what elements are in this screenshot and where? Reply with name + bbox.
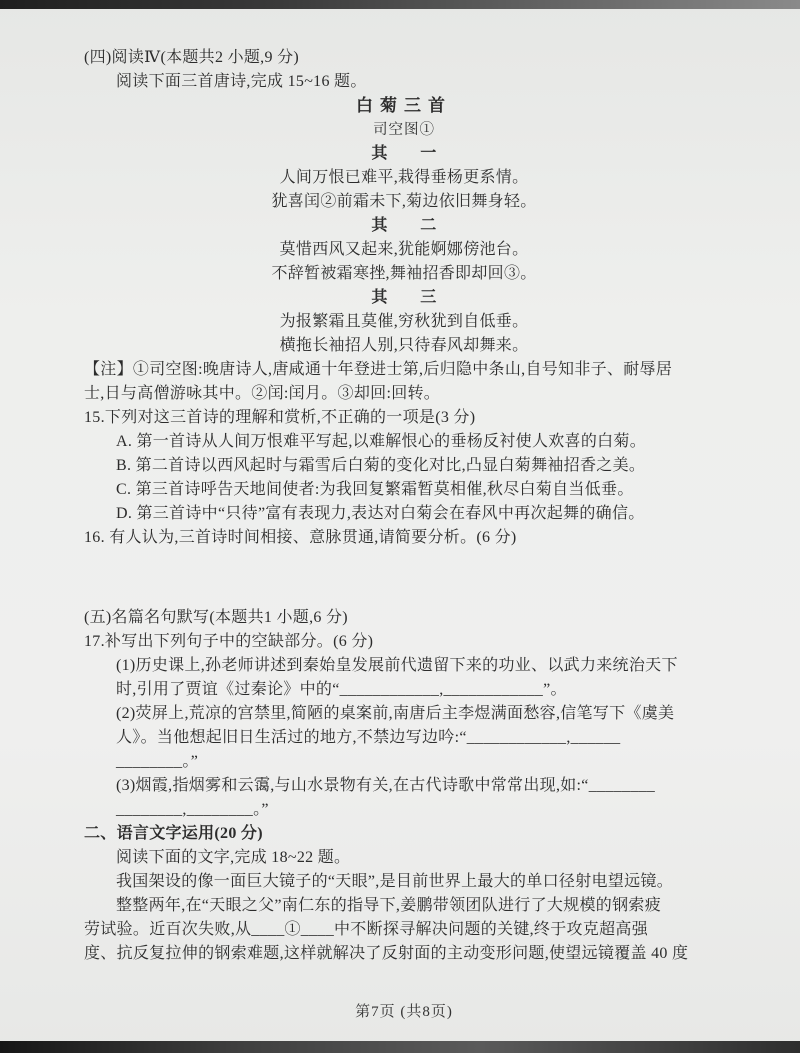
section4-intro: 阅读下面三首唐诗,完成 15~16 题。 [116,73,367,90]
question-16-stem: 16. 有人认为,三首诗时间相接、意脉贯通,请简要分析。(6 分) [84,529,517,546]
question-17-item-2-line: (2)荧屏上,荒凉的宫禁里,简陋的桌案前,南唐后主李煜满面愁容,信笔写下《虞美 [116,705,675,722]
question-15-option-c: C. 第三首诗呼告天地间使者:为我回复繁霜暂莫相催,秋尽白菊自当低垂。 [116,481,634,498]
passage-paragraph-2-line: 劳试验。近百次失败,从____①____中不断探寻解决问题的关键,终于攻克超高强 [84,921,649,938]
poem-line: 不辞暂被霜寒挫,舞袖招香即却回③。 [271,265,537,282]
page-number: 第7页 (共8页) [355,1004,453,1020]
question-17-item-2-line: ________。” [116,753,199,770]
section4-heading: (四)阅读Ⅳ(本题共2 小题,9 分) [84,49,299,66]
question-15-option-b: B. 第二首诗以西风起时与霜雪后白菊的变化对比,凸显白菊舞袖招香之美。 [116,457,646,474]
poem-title: 白菊三首 [356,96,452,115]
section-two-intro: 阅读下面的文字,完成 18~22 题。 [116,849,351,866]
stanza-3-label: 其 三 [371,289,437,306]
question-15-option-d: D. 第三首诗中“只待”富有表现力,表达对白菊会在春风中再次起舞的确信。 [116,505,645,522]
poem-line: 人间万恨已难平,栽得垂杨更系情。 [279,169,529,186]
section5-heading: (五)名篇名句默写(本题共1 小题,6 分) [84,609,348,626]
stanza-2-label: 其 二 [371,217,437,234]
poem-line: 为报繁霜且莫催,穷秋犹到自低垂。 [279,313,529,330]
poem-line: 犹喜闰②前霜未下,菊边依旧舞身轻。 [271,193,537,210]
poem-line: 莫惜西风又起来,犹能婀娜傍池台。 [279,241,529,258]
question-17-item-1-line: 时,引用了贾谊《过秦论》中的“____________,____________”。 [116,681,567,698]
poem-note-line: 士,日与高僧游咏其中。②闰:闰月。③却回:回转。 [84,385,441,402]
passage-paragraph-2-line: 整整两年,在“天眼之父”南仁东的指导下,姜鹏带领团队进行了大规模的钢索疲 [116,897,662,914]
poem-note-line: 【注】①司空图:晚唐诗人,唐咸通十年登进士第,后归隐中条山,自号知非子、耐辱居 [84,361,673,378]
stanza-1-label: 其 一 [371,145,437,162]
question-17-item-1-line: (1)历史课上,孙老师讲述到秦始皇发展前代遗留下来的功业、以武力来统治天下 [116,657,678,674]
passage-paragraph-2-line: 度、抗反复拉伸的钢索难题,这样就解决了反射面的主动变形问题,使望远镜覆盖 40 度 [84,945,689,962]
section-two-heading: 二、语言文字运用(20 分) [84,825,263,842]
passage-paragraph-1: 我国架设的像一面巨大镜子的“天眼”,是目前世界上最大的单口径射电望远镜。 [116,873,674,890]
question-17-item-3-line: ________,________。” [116,801,269,818]
question-17-stem: 17.补写出下列句子中的空缺部分。(6 分) [84,633,374,650]
poem-line: 横拖长袖招人别,只待春风却舞来。 [279,337,529,354]
poem-author: 司空图① [373,122,435,138]
question-17-item-3-line: (3)烟霞,指烟雾和云霭,与山水景物有关,在古代诗歌中常常出现,如:“________ [116,777,656,794]
question-17-item-2-line: 人》。当他想起旧日生活过的地方,不禁边写边吟:“____________,______ [116,729,621,746]
scan-edge-bottom [0,1041,800,1053]
scan-edge-top [0,0,800,9]
question-15-option-a: A. 第一首诗从人间万恨难平写起,以难解恨心的垂杨反衬使人欢喜的白菊。 [116,433,647,450]
page-content [84,46,724,1024]
question-15-stem: 15.下列对这三首诗的理解和赏析,不正确的一项是(3 分) [84,409,476,426]
